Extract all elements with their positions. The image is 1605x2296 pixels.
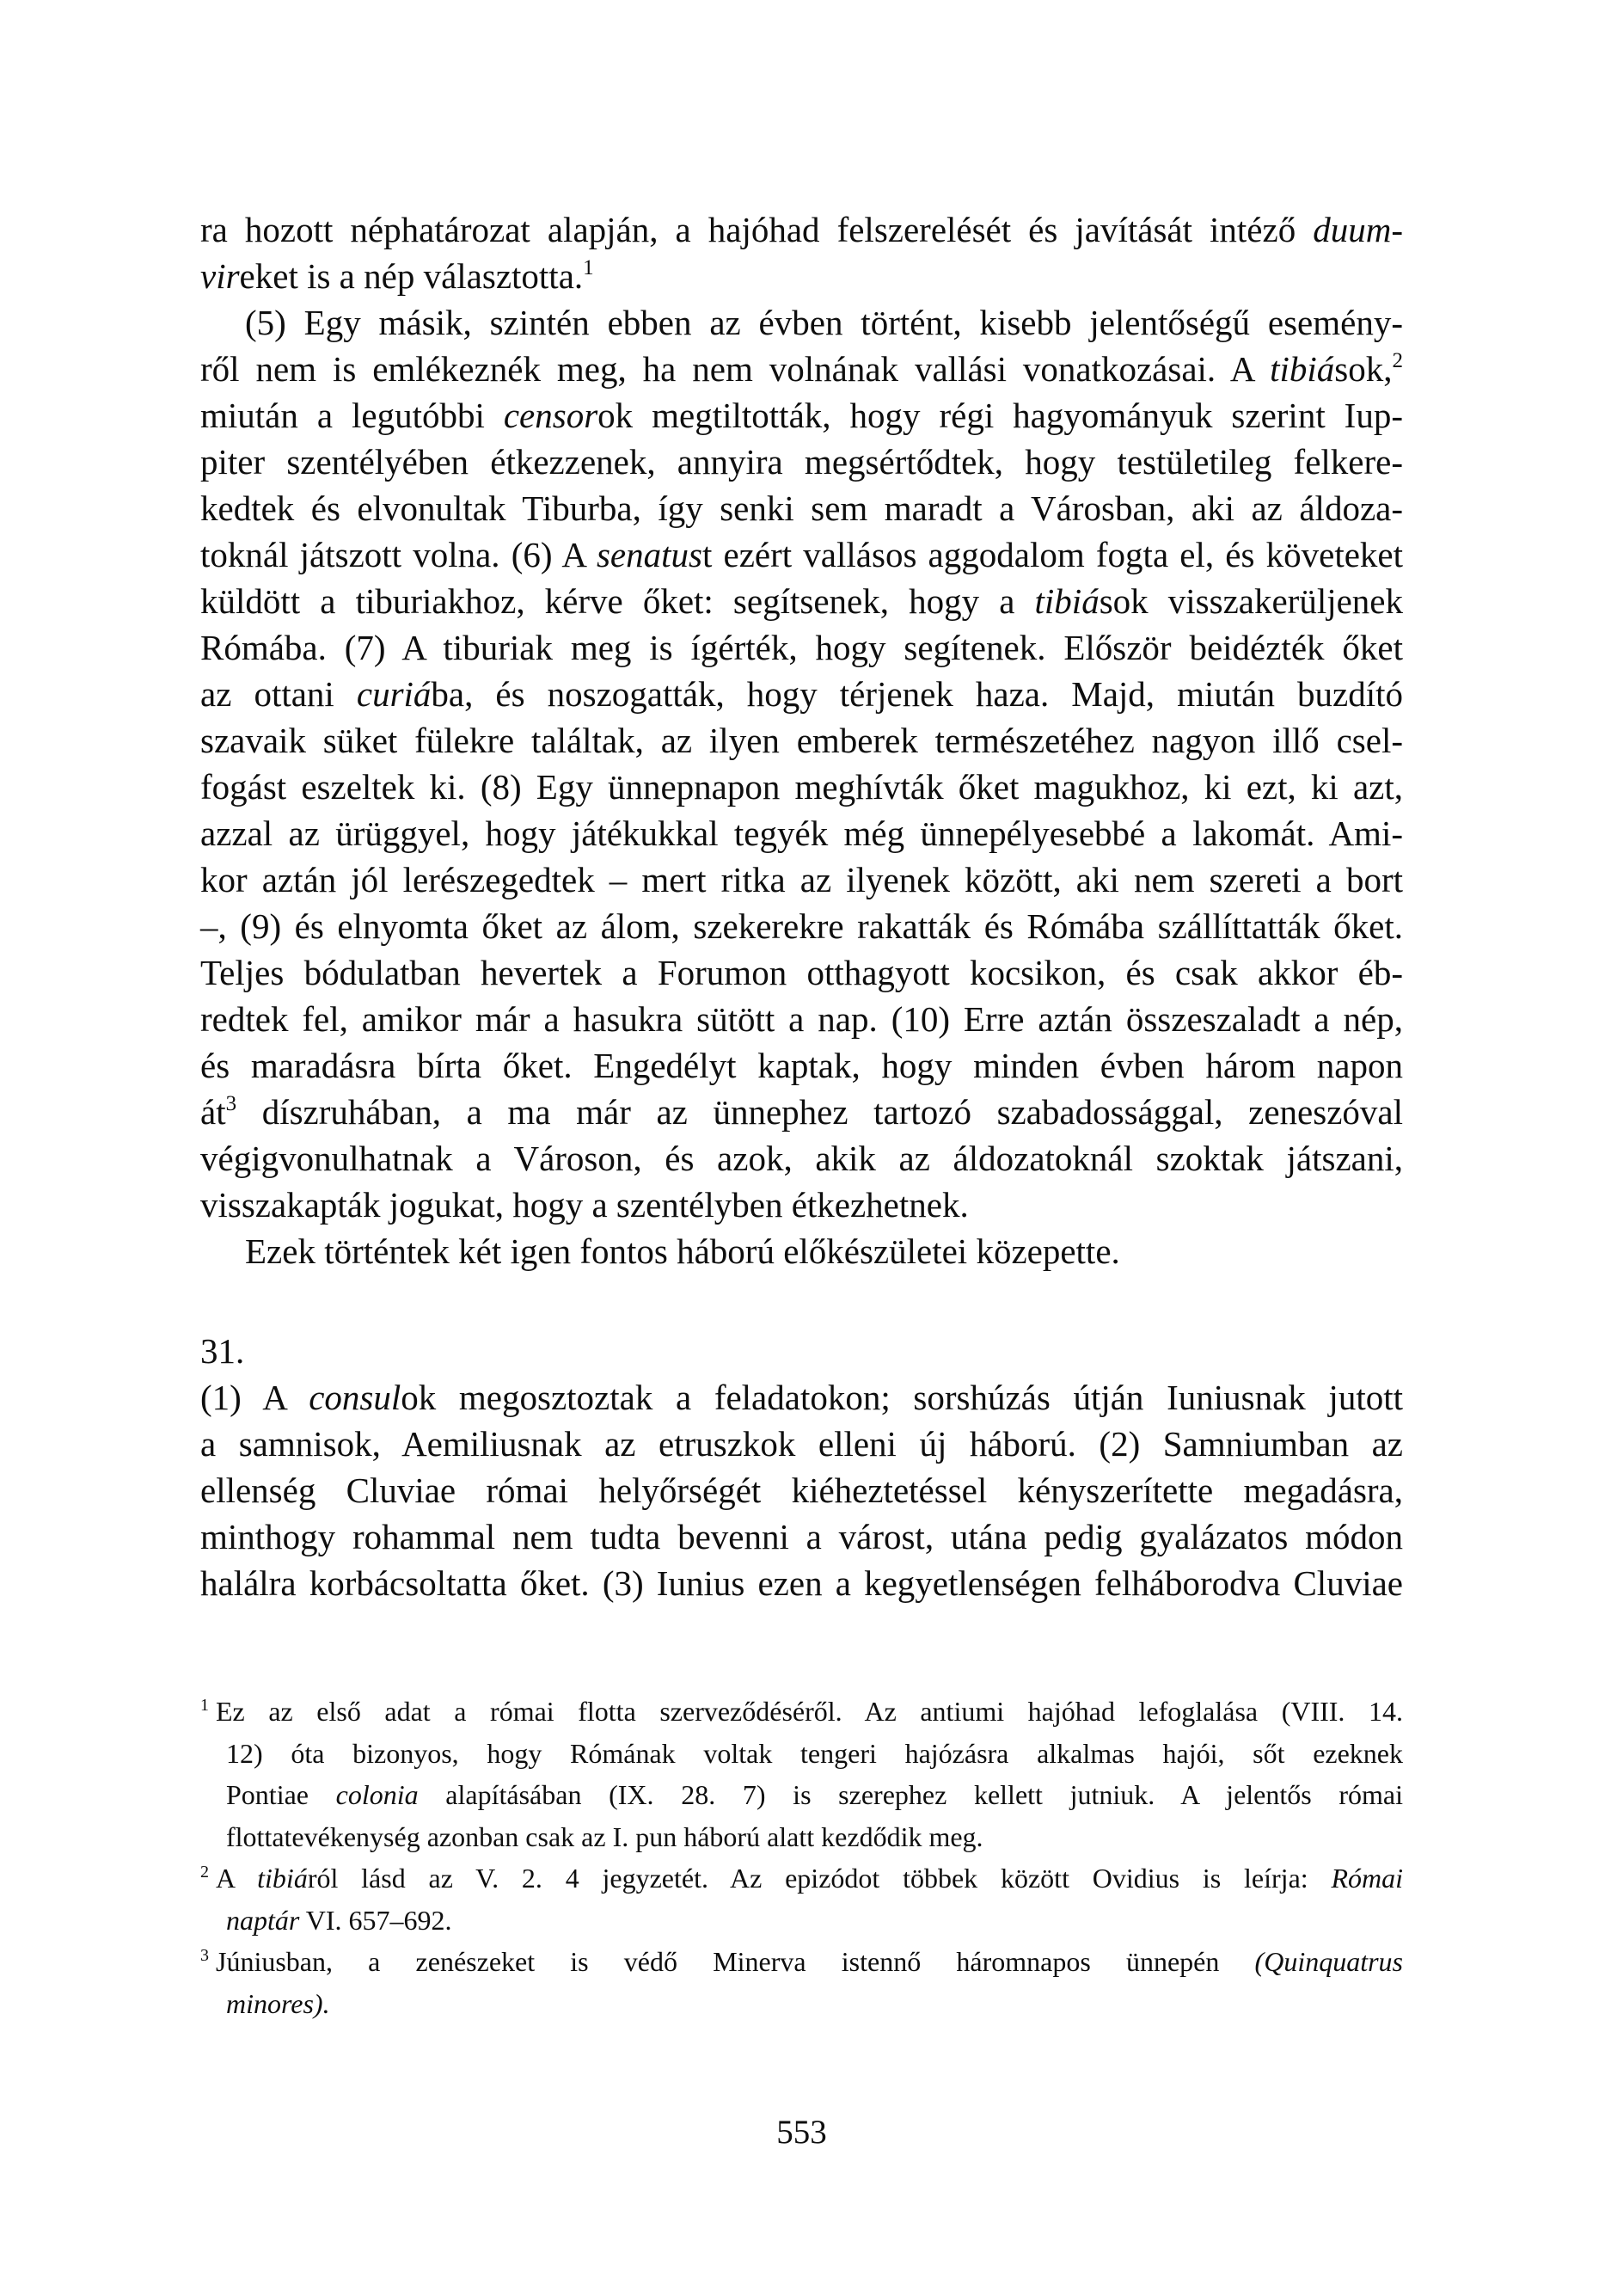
text-line <box>200 1374 1403 1421</box>
text-segment: a samnisok, Aemiliusnak az etruszkok elleni új háború. (2) Samniumban az <box>200 1424 1403 1464</box>
text-line <box>200 1467 1403 1513</box>
text-line <box>200 392 1403 439</box>
text-line <box>200 578 1403 624</box>
text-segment: piter szentélyében étkezzenek, annyira megsértődtek, hogy testületileg felkere- <box>200 442 1403 482</box>
text-segment: VI. 657–692. <box>299 1904 452 1936</box>
text-segment: (5) Egy másik, szintén ebben az évben történt, kisebb jelentőségű esemény- <box>245 303 1403 342</box>
text-segment: az ottani <box>200 674 357 714</box>
text-line <box>200 856 1403 903</box>
text-line <box>200 1513 1403 1560</box>
text-segment: fogást eszeltek ki. (8) Egy ünnepnapon meghívták őket magukhoz, ki ezt, ki azt, <box>200 767 1403 807</box>
text-line <box>200 717 1403 764</box>
footnote <box>200 1941 1403 2024</box>
text-segment: miután a legutóbbi <box>200 396 504 435</box>
text-segment: A <box>216 1863 258 1894</box>
text-segment: curiá <box>356 674 432 714</box>
text-segment: szavaik süket fülekre találtak, az ilyen emberek természetéhez nagyon illő csel- <box>200 721 1403 760</box>
text-segment: senatus <box>596 535 702 574</box>
text-segment: ről nem is emlékeznék meg, ha nem volnának vallási vonatkozásai. A <box>200 349 1271 389</box>
text-segment: küldött a tiburiakhoz, kérve őket: segítsenek, hogy a <box>200 581 1035 621</box>
text-segment: ellenség Cluviae római helyőrségét kiéheztetéssel kényszerítette megadásra, <box>200 1470 1403 1510</box>
text-line <box>200 764 1403 810</box>
text-segment: kor aztán jól lerészegedtek – mert ritka az ilyenek között, aki nem szereti a bort <box>200 860 1403 899</box>
text-line <box>200 299 1403 346</box>
text-line <box>200 996 1403 1042</box>
body-text <box>200 206 1403 1606</box>
body-paragraph <box>200 1228 1403 1274</box>
section-heading: 31. <box>200 1331 245 1371</box>
text-segment: Római <box>1331 1863 1404 1894</box>
text-line <box>200 1089 1403 1135</box>
text-line <box>200 531 1403 578</box>
text-segment: censor <box>503 396 598 435</box>
text-line <box>200 671 1403 717</box>
text-segment: redtek fel, amikor már a hasukra sütött a nap. (10) Erre aztán összeszaladt a nép, <box>200 999 1403 1039</box>
text-segment: végigvonulhatnak a Városon, és azok, akik az áldozatoknál szoktak játszani, <box>200 1139 1403 1178</box>
text-line <box>200 253 1403 299</box>
text-segment: toknál játszott volna. (6) A <box>200 535 597 574</box>
text-segment: sok, <box>1334 349 1393 389</box>
text-segment: Pontiae <box>226 1779 336 1810</box>
text-segment: ok megtiltották, hogy régi hagyományuk szerint Iup- <box>597 396 1403 435</box>
text-line <box>200 810 1403 856</box>
text-segment: ba, és noszogatták, hogy térjenek haza. Majd, miután buzdító <box>431 674 1403 714</box>
footnote-marker: 3 <box>200 1946 209 1965</box>
text-line <box>200 1042 1403 1089</box>
text-line <box>200 949 1403 996</box>
page-number: 553 <box>776 2114 827 2151</box>
footnote-marker: 1 <box>200 1696 209 1715</box>
text-segment: minores). <box>226 1987 330 2019</box>
text-segment: –, (9) és elnyomta őket az álom, szekerekre rakatták és Rómába szállíttatták őket. <box>200 906 1403 946</box>
footnote-line <box>200 1941 1403 1983</box>
footnote-reference: 2 <box>1392 349 1403 372</box>
footnote <box>200 1857 1403 1941</box>
text-line <box>200 1421 1403 1467</box>
text-segment: alapításában (IX. 28. 7) is szerephez kellett jutniuk. A jelentős római <box>418 1779 1404 1810</box>
text-segment: (Quinquatrus <box>1254 1946 1403 1977</box>
footnote-line <box>200 1900 1403 1942</box>
footnote-line <box>200 1857 1403 1900</box>
text-line <box>200 346 1403 392</box>
text-segment: consul <box>309 1378 401 1417</box>
text-segment: flottatevékenység azonban csak az I. pun háború alatt kezdődik meg. <box>226 1820 983 1852</box>
text-segment: Júniusban, a zenészeket is védő Minerva istennő háromnapos ünnepén <box>216 1946 1255 1977</box>
footnote-marker: 2 <box>200 1863 209 1882</box>
text-segment: kedtek és elvonultak Tiburba, így senki sem maradt a Városban, aki az áldoza- <box>200 488 1403 528</box>
footnote-line <box>200 1816 1403 1858</box>
footnote-line <box>200 1733 1403 1775</box>
text-line <box>200 1135 1403 1182</box>
text-segment: át <box>200 1092 226 1132</box>
text-line <box>200 1182 1403 1228</box>
footnote <box>200 1691 1403 1857</box>
body-paragraph <box>200 206 1403 299</box>
text-segment: duum- <box>1313 210 1403 249</box>
text-segment: ok megosztoztak a feladatokon; sorshúzás útján Iuniusnak jutott <box>401 1378 1403 1417</box>
text-segment: eket is a nép választotta. <box>239 256 584 296</box>
text-segment: t ezért vallásos aggodalom fogta el, és követeket <box>701 535 1403 574</box>
text-segment: visszakapták jogukat, hogy a szentélyben étkezhetnek. <box>200 1185 969 1225</box>
text-segment: (1) A <box>200 1378 309 1417</box>
body-paragraph <box>200 299 1403 1228</box>
text-segment: colonia <box>335 1779 419 1810</box>
text-line <box>200 624 1403 671</box>
text-segment: díszruhában, a ma már az ünnephez tartozó szabadossággal, zeneszóval <box>236 1092 1403 1132</box>
text-segment: Ezek történtek két igen fontos háború előkészületei közepette. <box>245 1231 1120 1271</box>
text-line <box>200 485 1403 531</box>
footnote-line <box>200 1691 1403 1733</box>
text-segment: és maradásra bírta őket. Engedélyt kaptak, hogy minden évben három napon <box>200 1046 1403 1085</box>
text-line <box>200 1560 1403 1606</box>
text-segment: Teljes bódulatban hevertek a Forumon otthagyott kocsikon, és csak akkor éb- <box>200 953 1403 992</box>
text-segment: tibiá <box>1270 349 1335 389</box>
text-line <box>200 439 1403 485</box>
text-segment: tibiá <box>257 1863 308 1894</box>
text-segment: vir <box>200 256 240 296</box>
footnote-line <box>200 1983 1403 2025</box>
text-segment: tibiá <box>1034 581 1100 621</box>
text-segment: Ez az első adat a római flotta szerveződéséről. Az antiumi hajóhad lefoglalása (VIII. 14. <box>216 1696 1403 1727</box>
footnote-reference: 3 <box>225 1092 237 1115</box>
text-segment: minthogy rohammal nem tudta bevenni a várost, utána pedig gyalázatos módon <box>200 1517 1403 1556</box>
text-line <box>200 903 1403 949</box>
text-segment: ról lásd az V. 2. 4 jegyzetét. Az epizódot többek között Ovidius is leírja: <box>307 1863 1332 1894</box>
text-segment: azzal az ürüggyel, hogy játékukkal tegyék még ünnepélyesebbé a lakomát. Ami- <box>200 813 1403 853</box>
text-line <box>200 1228 1403 1274</box>
footnote-reference: 1 <box>583 256 594 279</box>
text-segment: naptár <box>226 1904 300 1936</box>
body-paragraph <box>200 1374 1403 1606</box>
text-segment: ra hozott néphatározat alapján, a hajóhad felszerelését és javítását intéző <box>200 210 1314 249</box>
text-segment: 12) óta bizonyos, hogy Rómának voltak tengeri hajózásra alkalmas hajói, sőt ezeknek <box>226 1737 1403 1769</box>
footnote-line <box>200 1774 1403 1816</box>
text-segment: Rómába. (7) A tiburiak meg is ígérték, hogy segítenek. Először beidézték őket <box>200 628 1403 667</box>
text-segment: halálra korbácsoltatta őket. (3) Iunius ezen a kegyetlenségen felháborodva Cluviae <box>200 1563 1403 1603</box>
text-segment: sok visszakerüljenek <box>1099 581 1403 621</box>
text-line <box>200 206 1403 253</box>
footnotes <box>200 1691 1403 2024</box>
